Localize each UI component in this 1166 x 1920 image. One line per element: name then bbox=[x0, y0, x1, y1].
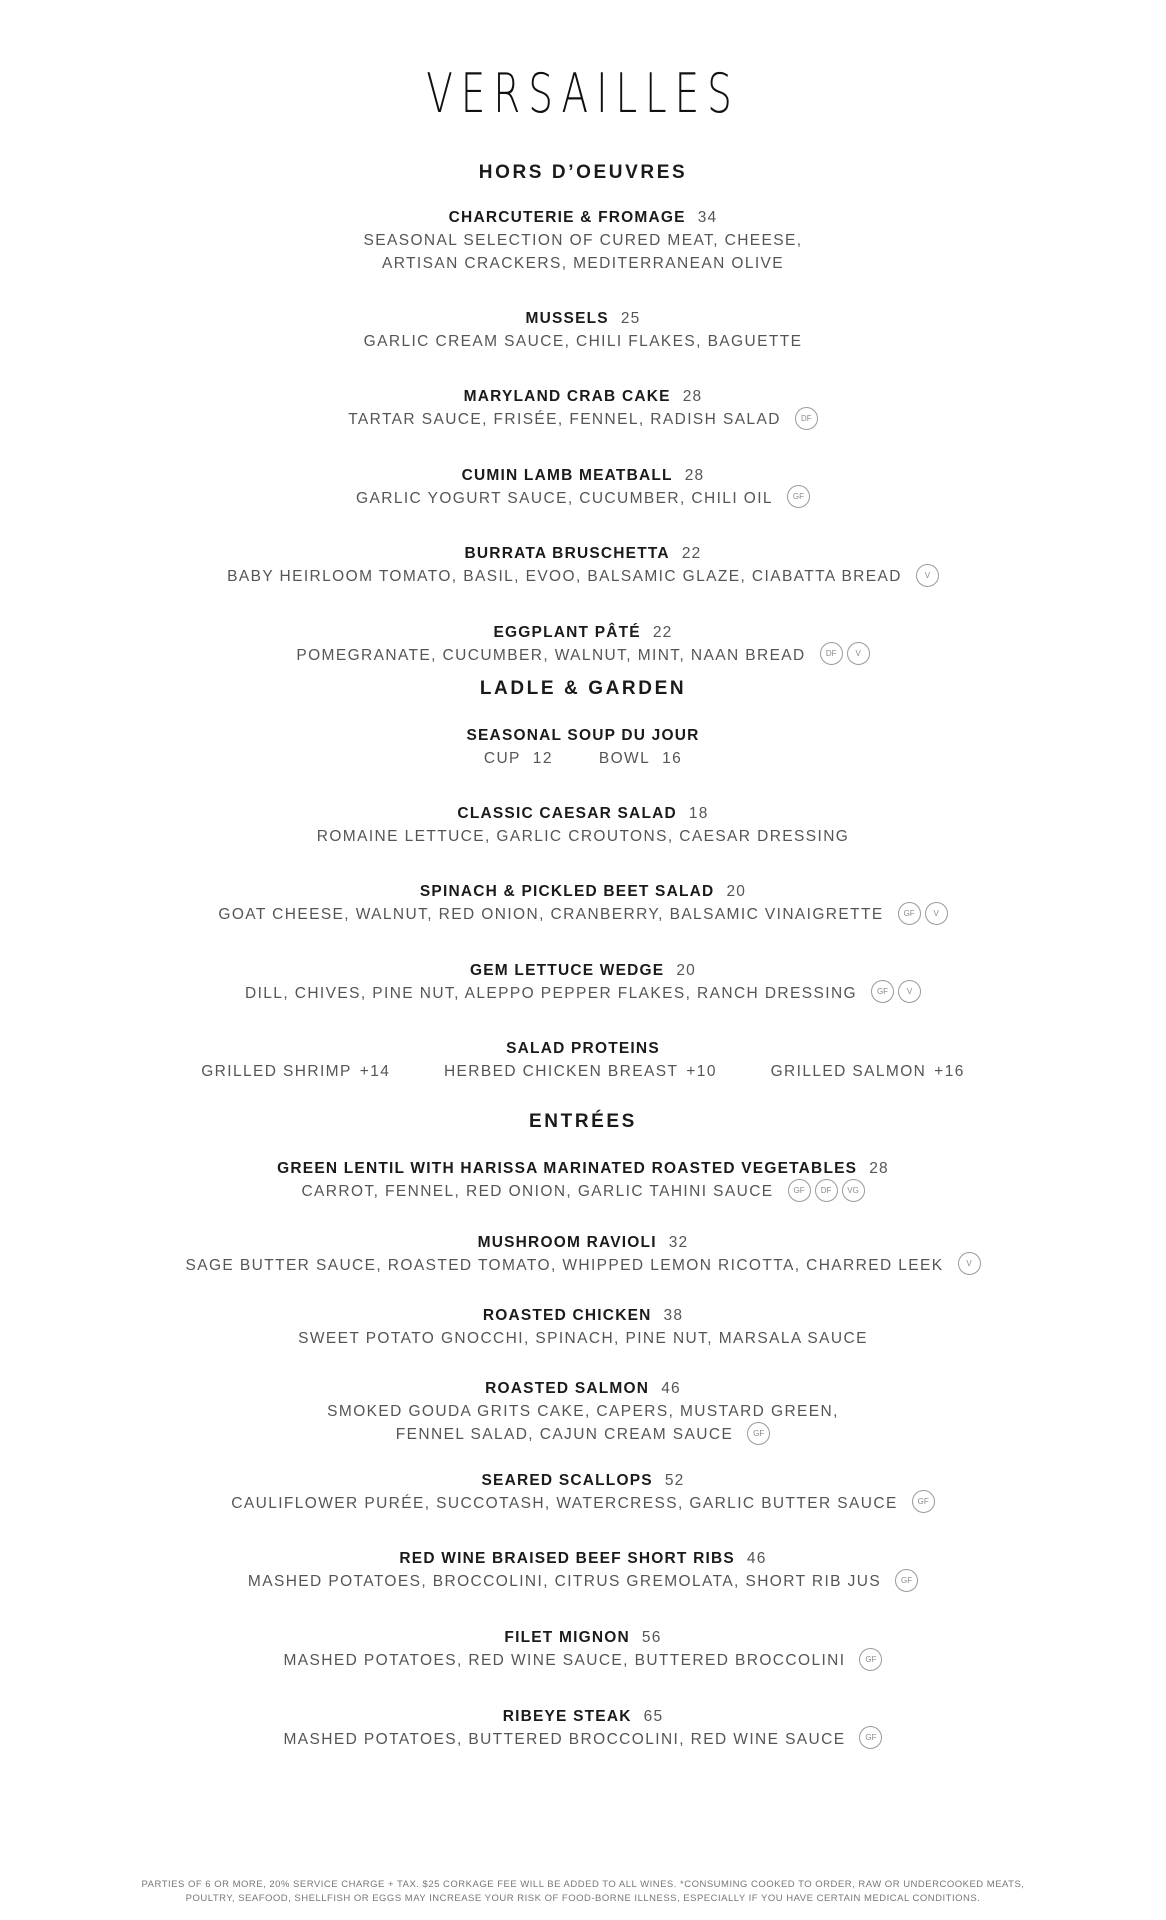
protein-price: +14 bbox=[359, 1063, 391, 1081]
menu-item bbox=[0, 1157, 1166, 1204]
item-price: 38 bbox=[663, 1307, 684, 1325]
cup-price: 12 bbox=[532, 750, 553, 767]
section-ladle-garden bbox=[0, 678, 1166, 1115]
protein-price: +16 bbox=[934, 1063, 965, 1081]
item-description: CARROT, FENNEL, RED ONION, GARLIC TAHINI SAUCE bbox=[301, 1183, 774, 1200]
menu-item bbox=[0, 464, 1166, 511]
gluten-free-icon: GF bbox=[895, 1569, 918, 1592]
dietary-tags bbox=[894, 903, 948, 926]
gluten-free-icon: GF bbox=[859, 1726, 882, 1749]
vegetarian-icon: V bbox=[898, 980, 921, 1003]
item-name: CLASSIC CAESAR SALAD bbox=[457, 805, 677, 822]
dietary-tags bbox=[784, 1180, 865, 1203]
item-price: 65 bbox=[643, 1707, 664, 1725]
item-description: TARTAR SAUCE, FRISÉE, FENNEL, RADISH SALAD bbox=[348, 411, 781, 428]
section-title: ENTRÉES bbox=[529, 1111, 637, 1132]
vegetarian-icon: V bbox=[925, 902, 948, 925]
item-description: GARLIC YOGURT SAUCE, CUCUMBER, CHILI OIL bbox=[356, 489, 773, 507]
menu-item bbox=[0, 1705, 1166, 1752]
gluten-free-icon: GF bbox=[747, 1422, 770, 1445]
menu-item bbox=[0, 385, 1166, 432]
cup-label: CUP bbox=[483, 750, 521, 767]
menu-item bbox=[0, 621, 1166, 668]
item-price: 56 bbox=[641, 1629, 662, 1647]
item-price: 18 bbox=[688, 805, 709, 822]
menu-item bbox=[0, 206, 1166, 275]
restaurant-logo: VERSAILLES bbox=[426, 62, 740, 125]
protein-option bbox=[444, 1060, 717, 1083]
menu-item bbox=[0, 1377, 1166, 1447]
vegetarian-icon: V bbox=[916, 564, 939, 587]
item-description: MASHED POTATOES, RED WINE SAUCE, BUTTERED BROCCOLINI bbox=[283, 1652, 846, 1670]
item-description: BABY HEIRLOOM TOMATO, BASIL, EVOO, BALSAMIC GLAZE, CIABATTA BREAD bbox=[227, 568, 902, 586]
item-price: 28 bbox=[684, 466, 705, 484]
item-description: MASHED POTATOES, BUTTERED BROCCOLINI, RED WINE SAUCE bbox=[283, 1730, 846, 1748]
dietary-tags bbox=[912, 565, 939, 588]
item-description: GARLIC CREAM SAUCE, CHILI FLAKES, BAGUETTE bbox=[363, 333, 803, 350]
item-price: 20 bbox=[726, 883, 747, 900]
item-name: SALAD PROTEINS bbox=[506, 1040, 660, 1058]
protein-option bbox=[771, 1060, 965, 1083]
item-name: FILET MIGNON bbox=[504, 1629, 630, 1647]
section-title: LADLE & GARDEN bbox=[479, 678, 687, 699]
item-description: DILL, CHIVES, PINE NUT, ALEPPO PEPPER FLAKES, RANCH DRESSING bbox=[244, 984, 857, 1002]
footer-disclaimer bbox=[0, 1878, 1166, 1906]
item-description: SMOKED GOUDA GRITS CAKE, CAPERS, MUSTARD GREEN, bbox=[327, 1403, 839, 1421]
gluten-free-icon: GF bbox=[898, 902, 921, 925]
item-price: 52 bbox=[664, 1471, 685, 1489]
gluten-free-icon: GF bbox=[871, 980, 894, 1003]
footer-line: POULTRY, SEAFOOD, SHELLFISH OR EGGS MAY INCREASE YOUR RISK OF FOOD-BORNE ILLNESS, ESPECIALLY IF YOU HAVE CERTAIN MEDICAL CONDITIONS. bbox=[185, 1893, 981, 1904]
item-price: 25 bbox=[620, 310, 641, 327]
protein-price: +10 bbox=[686, 1063, 717, 1081]
item-price: 28 bbox=[682, 388, 703, 405]
dietary-tags bbox=[816, 644, 870, 667]
bowl-label: BOWL bbox=[598, 750, 651, 767]
dietary-tags bbox=[743, 1423, 770, 1446]
item-name: GREEN LENTIL WITH HARISSA MARINATED ROASTED VEGETABLES bbox=[277, 1160, 858, 1177]
menu-item bbox=[0, 1469, 1166, 1516]
menu-item bbox=[0, 802, 1166, 848]
vegetarian-icon: V bbox=[847, 642, 870, 665]
protein-name: HERBED CHICKEN BREAST bbox=[443, 1063, 679, 1081]
dietary-tags bbox=[891, 1571, 918, 1594]
item-description: GOAT CHEESE, WALNUT, RED ONION, CRANBERRY, BALSAMIC VINAIGRETTE bbox=[218, 906, 884, 923]
menu-item bbox=[0, 1304, 1166, 1350]
dietary-tags bbox=[908, 1492, 935, 1515]
item-price: 32 bbox=[668, 1233, 689, 1251]
menu-item bbox=[0, 1626, 1166, 1673]
dietary-tags bbox=[867, 982, 921, 1005]
bowl-price: 16 bbox=[662, 750, 683, 767]
item-description: SWEET POTATO GNOCCHI, SPINACH, PINE NUT, MARSALA SAUCE bbox=[298, 1330, 868, 1348]
item-name: MUSSELS bbox=[525, 310, 609, 327]
item-name: RED WINE BRAISED BEEF SHORT RIBS bbox=[399, 1550, 735, 1568]
item-price: 22 bbox=[681, 545, 702, 563]
dietary-tags bbox=[783, 487, 810, 510]
gluten-free-icon: GF bbox=[912, 1490, 935, 1513]
item-description: SAGE BUTTER SAUCE, ROASTED TOMATO, WHIPPED LEMON RICOTTA, CHARRED LEEK bbox=[185, 1256, 944, 1274]
item-price: 28 bbox=[869, 1160, 889, 1177]
gluten-free-icon: GF bbox=[787, 485, 810, 508]
vegan-icon: VG bbox=[842, 1179, 865, 1202]
protein-name: GRILLED SALMON bbox=[770, 1063, 927, 1081]
salad-proteins bbox=[0, 1037, 1166, 1083]
item-name: BURRATA BRUSCHETTA bbox=[464, 545, 670, 563]
item-name: SEASONAL SOUP DU JOUR bbox=[466, 727, 700, 744]
menu-item bbox=[0, 880, 1166, 927]
menu-item bbox=[0, 307, 1166, 353]
item-price: 46 bbox=[661, 1380, 681, 1398]
item-name: SPINACH & PICKLED BEET SALAD bbox=[419, 883, 715, 900]
menu-item bbox=[0, 724, 1166, 770]
item-price: 20 bbox=[676, 961, 696, 979]
dietary-tags bbox=[791, 408, 818, 431]
dairy-free-icon: DF bbox=[815, 1179, 838, 1202]
menu-item bbox=[0, 1547, 1166, 1594]
menu-item bbox=[0, 1231, 1166, 1278]
menu-item bbox=[0, 542, 1166, 589]
item-name: RIBEYE STEAK bbox=[502, 1707, 632, 1725]
item-name: CUMIN LAMB MEATBALL bbox=[461, 466, 673, 484]
item-name: MARYLAND CRAB CAKE bbox=[463, 388, 671, 405]
section-hors-doeuvres bbox=[0, 162, 1166, 699]
item-description: SEASONAL SELECTION OF CURED MEAT, CHEESE, bbox=[363, 232, 803, 249]
protein-name: GRILLED SHRIMP bbox=[201, 1063, 352, 1081]
footer-line: PARTIES OF 6 OR MORE, 20% SERVICE CHARGE + TAX. $25 CORKAGE FEE WILL BE ADDED TO ALL WINES. *CONSUMING COOKED TO ORDER, RAW OR UNDERCOOKED MEATS, bbox=[141, 1879, 1025, 1890]
dairy-free-icon: DF bbox=[820, 642, 843, 665]
item-name: ROASTED CHICKEN bbox=[482, 1307, 652, 1325]
item-price: 22 bbox=[652, 623, 673, 641]
item-name: SEARED SCALLOPS bbox=[481, 1471, 653, 1489]
protein-option bbox=[201, 1060, 390, 1083]
section-title: HORS D’OEUVRES bbox=[478, 162, 688, 183]
dietary-tags bbox=[855, 1728, 882, 1751]
item-description: POMEGRANATE, CUCUMBER, WALNUT, MINT, NAAN BREAD bbox=[296, 646, 806, 664]
item-description: MASHED POTATOES, BROCCOLINI, CITRUS GREMOLATA, SHORT RIB JUS bbox=[247, 1573, 882, 1591]
menu-item bbox=[0, 959, 1166, 1006]
gluten-free-icon: GF bbox=[859, 1648, 882, 1671]
section-entrees bbox=[0, 1111, 1166, 1783]
item-description: ARTISAN CRACKERS, MEDITERRANEAN OLIVE bbox=[381, 255, 785, 272]
item-name: EGGPLANT PÂTÉ bbox=[493, 623, 641, 641]
vegetarian-icon: V bbox=[958, 1252, 981, 1275]
item-description: CAULIFLOWER PURÉE, SUCCOTASH, WATERCRESS, GARLIC BUTTER SAUCE bbox=[231, 1494, 898, 1512]
dairy-free-icon: DF bbox=[795, 407, 818, 430]
item-description: ROMAINE LETTUCE, GARLIC CROUTONS, CAESAR DRESSING bbox=[316, 828, 850, 845]
item-description: FENNEL SALAD, CAJUN CREAM SAUCE bbox=[395, 1426, 734, 1444]
item-price: 34 bbox=[697, 209, 718, 226]
item-name: CHARCUTERIE & FROMAGE bbox=[448, 209, 686, 226]
item-name: GEM LETTUCE WEDGE bbox=[470, 961, 665, 979]
dietary-tags bbox=[954, 1254, 981, 1277]
item-name: MUSHROOM RAVIOLI bbox=[477, 1233, 657, 1251]
item-name: ROASTED SALMON bbox=[485, 1380, 650, 1398]
dietary-tags bbox=[855, 1649, 882, 1672]
gluten-free-icon: GF bbox=[788, 1179, 811, 1202]
item-price: 46 bbox=[746, 1550, 767, 1568]
